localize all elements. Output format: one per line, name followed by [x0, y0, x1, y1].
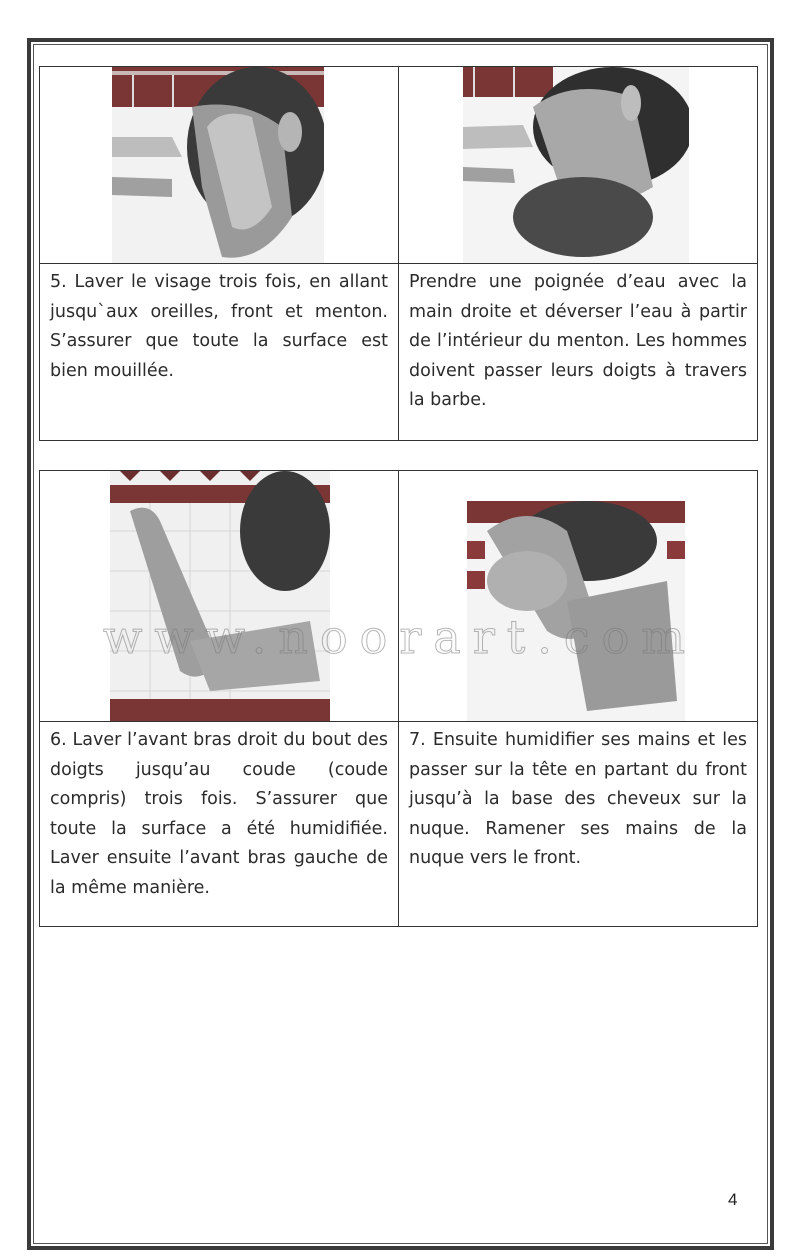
photo-cell-step-6: [40, 471, 399, 722]
steps-table-top: [39, 66, 758, 441]
steps-table-bottom: [39, 470, 758, 927]
watermark-text: www.noorart.com: [103, 610, 697, 664]
instruction-step-7: 7. Ensuite humidifier ses mains et les passer sur la tête en partant du front jusqu’à la base des cheveux sur la nuque. Ramener ses mains de la nuque vers le front.: [399, 722, 758, 927]
photo-washing-beard: [463, 67, 689, 263]
photo-wiping-head: [467, 501, 685, 721]
photo-cell-step-7: [399, 471, 758, 722]
photo-cell-step-5: [40, 67, 399, 264]
photo-cell-step-beard: [399, 67, 758, 264]
photo-washing-forearm: [110, 471, 330, 721]
photo-washing-face: [112, 67, 324, 263]
instruction-step-5: 5. Laver le visage trois fois, en allant jusqu`aux oreilles, front et menton. S’assurer que toute la surface est bien mouillée.: [40, 264, 399, 441]
instruction-step-beard: Prendre une poignée d’eau avec la main droite et déverser l’eau à partir de l’intérieur du menton. Les hommes doivent passer leurs doigts à travers la barbe.: [399, 264, 758, 441]
instruction-step-6: 6. Laver l’avant bras droit du bout des doigts jusqu’au coude (coude compris) trois fois. S’assurer que toute la surface a été humidifiée. Laver ensuite l’avant bras gauche de la même manière.: [40, 722, 399, 927]
page-number: 4: [728, 1190, 738, 1209]
